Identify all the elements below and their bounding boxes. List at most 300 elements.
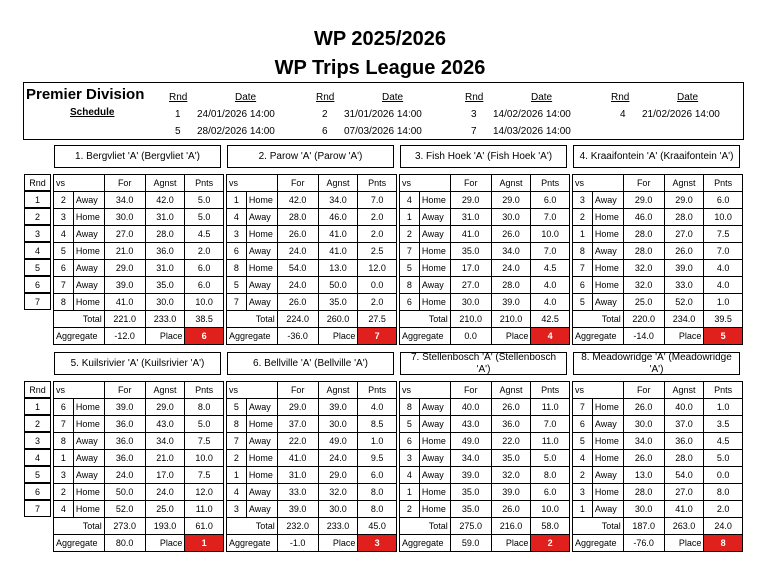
opponent-number: 8 (400, 399, 420, 416)
team-results-table (399, 381, 570, 552)
table-row (400, 277, 570, 294)
opponent-number: 1 (54, 450, 74, 467)
schedule-round-number: 3 (471, 109, 477, 120)
aggregate-label: Aggregate (227, 328, 278, 345)
venue: Home (246, 450, 277, 467)
opponent-number: 1 (227, 192, 247, 209)
score-against: 24.0 (318, 450, 358, 467)
table-row (573, 501, 743, 518)
opponent-number: 3 (573, 192, 593, 209)
opponent-number: 2 (400, 501, 420, 518)
vs-header: vs (400, 175, 451, 192)
table-row (227, 294, 397, 311)
score-against: 32.0 (491, 467, 531, 484)
aggregate-value: 0.0 (450, 328, 491, 345)
place-label: Place (145, 535, 185, 552)
points: 2.0 (704, 501, 743, 518)
schedule-rnd-header: Rnd (465, 92, 484, 103)
opponent-number: 7 (227, 433, 247, 450)
points: 7.0 (531, 209, 570, 226)
score-for: 26.0 (277, 294, 318, 311)
place-value: 5 (704, 328, 743, 345)
agnst-header: Agnst (145, 175, 185, 192)
venue: Home (419, 260, 450, 277)
table-row (573, 450, 743, 467)
points: 11.0 (185, 501, 224, 518)
round-label: 5 (24, 466, 51, 483)
aggregate-value: 80.0 (104, 535, 145, 552)
opponent-number: 2 (54, 192, 74, 209)
points: 10.0 (531, 501, 570, 518)
total-points: 42.5 (531, 311, 570, 328)
venue: Away (246, 501, 277, 518)
score-against: 29.0 (318, 467, 358, 484)
table-header-row (54, 382, 224, 399)
total-for: 275.0 (450, 518, 491, 535)
points: 8.0 (185, 399, 224, 416)
score-for: 28.0 (623, 484, 664, 501)
venue: Home (592, 209, 623, 226)
score-for: 24.0 (277, 277, 318, 294)
round-label: 5 (24, 259, 51, 276)
score-against: 28.0 (491, 277, 531, 294)
for-header: For (277, 175, 318, 192)
score-for: 30.0 (104, 209, 145, 226)
venue: Away (419, 416, 450, 433)
aggregate-label: Aggregate (573, 535, 624, 552)
schedule-date-header: Date (531, 92, 553, 103)
score-against: 52.0 (664, 294, 704, 311)
venue: Home (73, 399, 104, 416)
score-for: 36.0 (104, 416, 145, 433)
score-against: 30.0 (318, 501, 358, 518)
table-row (54, 226, 224, 243)
points: 0.0 (704, 467, 743, 484)
score-for: 39.0 (104, 399, 145, 416)
opponent-number: 8 (227, 416, 247, 433)
venue: Home (246, 226, 277, 243)
schedule-round-date: 14/02/2026 14:00 (493, 109, 571, 120)
points: 4.0 (531, 294, 570, 311)
score-for: 35.0 (450, 484, 491, 501)
round-label: 4 (24, 242, 51, 259)
total-for: 232.0 (277, 518, 318, 535)
venue: Home (419, 192, 450, 209)
team-name-header: 1. Bergvliet 'A' (Bergvliet 'A') (54, 145, 221, 168)
total-label: Total (400, 518, 451, 535)
venue: Away (246, 433, 277, 450)
score-against: 36.0 (664, 433, 704, 450)
table-row (227, 416, 397, 433)
table-row (227, 501, 397, 518)
total-row (400, 311, 570, 328)
opponent-number: 6 (227, 243, 247, 260)
score-for: 30.0 (450, 294, 491, 311)
opponent-number: 2 (573, 209, 593, 226)
place-value: 4 (531, 328, 570, 345)
pnts-header: Pnts (185, 175, 224, 192)
place-value: 1 (185, 535, 224, 552)
score-against: 29.0 (145, 399, 185, 416)
opponent-number: 2 (400, 226, 420, 243)
score-against: 39.0 (491, 294, 531, 311)
score-against: 35.0 (491, 450, 531, 467)
venue: Home (592, 433, 623, 450)
points: 8.0 (704, 484, 743, 501)
opponent-number: 4 (54, 501, 74, 518)
score-for: 25.0 (623, 294, 664, 311)
opponent-number: 4 (54, 226, 74, 243)
place-value: 2 (531, 535, 570, 552)
aggregate-value: -1.0 (277, 535, 318, 552)
venue: Home (592, 260, 623, 277)
for-header: For (104, 382, 145, 399)
table-row (400, 226, 570, 243)
score-for: 24.0 (104, 467, 145, 484)
schedule-round-number: 4 (620, 109, 626, 120)
opponent-number: 8 (227, 260, 247, 277)
venue: Away (246, 277, 277, 294)
venue: Away (592, 467, 623, 484)
score-against: 42.0 (145, 192, 185, 209)
venue: Away (419, 450, 450, 467)
agnst-header: Agnst (664, 175, 704, 192)
total-row (227, 311, 397, 328)
points: 2.5 (358, 243, 397, 260)
table-row (54, 467, 224, 484)
opponent-number: 7 (54, 277, 74, 294)
agnst-header: Agnst (491, 382, 531, 399)
table-row (573, 416, 743, 433)
table-row (227, 226, 397, 243)
score-against: 34.0 (318, 192, 358, 209)
total-against: 216.0 (491, 518, 531, 535)
points: 5.0 (531, 450, 570, 467)
points: 7.5 (704, 226, 743, 243)
opponent-number: 3 (227, 226, 247, 243)
score-against: 41.0 (318, 243, 358, 260)
points: 0.0 (358, 277, 397, 294)
score-against: 37.0 (664, 416, 704, 433)
team-results-table (399, 174, 570, 345)
vs-header: vs (573, 175, 624, 192)
aggregate-row (573, 328, 743, 345)
schedule-round-date: 28/02/2026 14:00 (197, 126, 275, 137)
score-against: 24.0 (145, 484, 185, 501)
points: 4.5 (531, 260, 570, 277)
team-results-table (226, 174, 397, 345)
venue: Away (592, 243, 623, 260)
table-row (400, 450, 570, 467)
vs-header: vs (227, 382, 278, 399)
table-row (227, 243, 397, 260)
points: 1.0 (704, 399, 743, 416)
total-points: 39.5 (704, 311, 743, 328)
opponent-number: 4 (227, 484, 247, 501)
score-against: 33.0 (664, 277, 704, 294)
division-name: Premier Division (26, 86, 145, 103)
score-against: 27.0 (664, 484, 704, 501)
table-row (54, 209, 224, 226)
aggregate-label: Aggregate (54, 328, 105, 345)
schedule-round-number: 7 (471, 126, 477, 137)
schedule-round-number: 2 (322, 109, 328, 120)
points: 6.0 (531, 192, 570, 209)
opponent-number: 3 (54, 209, 74, 226)
round-label: 1 (24, 191, 51, 208)
aggregate-row (54, 535, 224, 552)
opponent-number: 6 (54, 399, 74, 416)
for-header: For (623, 382, 664, 399)
total-points: 45.0 (358, 518, 397, 535)
table-row (227, 192, 397, 209)
total-for: 224.0 (277, 311, 318, 328)
venue: Home (246, 192, 277, 209)
table-row (54, 416, 224, 433)
score-for: 29.0 (277, 399, 318, 416)
points: 1.0 (358, 433, 397, 450)
total-points: 27.5 (358, 311, 397, 328)
schedule-date-header: Date (677, 92, 699, 103)
venue: Away (73, 277, 104, 294)
opponent-number: 6 (400, 433, 420, 450)
score-for: 35.0 (450, 243, 491, 260)
points: 10.0 (531, 226, 570, 243)
opponent-number: 5 (573, 294, 593, 311)
place-label: Place (318, 328, 358, 345)
score-against: 31.0 (145, 260, 185, 277)
table-row (400, 433, 570, 450)
venue: Home (592, 450, 623, 467)
total-for: 273.0 (104, 518, 145, 535)
score-against: 26.0 (664, 243, 704, 260)
opponent-number: 6 (573, 416, 593, 433)
vs-header: vs (54, 382, 105, 399)
table-row (573, 226, 743, 243)
points: 3.5 (704, 416, 743, 433)
place-label: Place (318, 535, 358, 552)
score-for: 36.0 (104, 433, 145, 450)
score-against: 39.0 (491, 484, 531, 501)
score-for: 42.0 (277, 192, 318, 209)
opponent-number: 6 (54, 260, 74, 277)
venue: Home (592, 226, 623, 243)
score-against: 36.0 (145, 243, 185, 260)
opponent-number: 5 (227, 277, 247, 294)
points: 7.0 (531, 416, 570, 433)
schedule-date-header: Date (382, 92, 404, 103)
points: 5.0 (185, 209, 224, 226)
points: 9.5 (358, 450, 397, 467)
vs-header: vs (573, 382, 624, 399)
venue: Away (246, 209, 277, 226)
table-row (227, 433, 397, 450)
table-header-row (400, 175, 570, 192)
score-for: 28.0 (623, 243, 664, 260)
score-for: 31.0 (450, 209, 491, 226)
score-for: 26.0 (623, 450, 664, 467)
score-against: 49.0 (318, 433, 358, 450)
points: 8.5 (358, 416, 397, 433)
opponent-number: 5 (400, 260, 420, 277)
team-results-table (53, 174, 224, 345)
opponent-number: 5 (573, 433, 593, 450)
opponent-number: 3 (400, 450, 420, 467)
team-results-table (53, 381, 224, 552)
table-row (573, 433, 743, 450)
points: 4.0 (358, 399, 397, 416)
pnts-header: Pnts (704, 382, 743, 399)
score-against: 41.0 (318, 226, 358, 243)
score-for: 22.0 (277, 433, 318, 450)
score-for: 13.0 (623, 467, 664, 484)
venue: Away (419, 467, 450, 484)
opponent-number: 8 (54, 433, 74, 450)
team-results-table (572, 174, 743, 345)
score-for: 43.0 (450, 416, 491, 433)
total-points: 38.5 (185, 311, 224, 328)
table-row (573, 484, 743, 501)
table-row (573, 467, 743, 484)
points: 7.0 (531, 243, 570, 260)
score-for: 21.0 (104, 243, 145, 260)
round-label: 1 (24, 398, 51, 415)
score-against: 41.0 (664, 501, 704, 518)
points: 6.0 (531, 484, 570, 501)
score-for: 35.0 (450, 501, 491, 518)
total-row (573, 518, 743, 535)
score-for: 17.0 (450, 260, 491, 277)
venue: Away (419, 209, 450, 226)
schedule-round-date: 21/02/2026 14:00 (642, 109, 720, 120)
points: 11.0 (531, 433, 570, 450)
venue: Away (592, 192, 623, 209)
score-for: 26.0 (623, 399, 664, 416)
opponent-number: 1 (400, 209, 420, 226)
total-label: Total (227, 518, 278, 535)
table-row (54, 243, 224, 260)
aggregate-value: -76.0 (623, 535, 664, 552)
rnd-header: Rnd (24, 381, 51, 398)
score-for: 32.0 (623, 277, 664, 294)
place-label: Place (664, 535, 704, 552)
opponent-number: 2 (573, 467, 593, 484)
table-row (54, 399, 224, 416)
round-label: 7 (24, 293, 51, 310)
place-label: Place (491, 328, 531, 345)
score-for: 52.0 (104, 501, 145, 518)
points: 6.0 (704, 192, 743, 209)
table-row (400, 416, 570, 433)
points: 2.0 (358, 294, 397, 311)
score-for: 30.0 (623, 501, 664, 518)
table-row (54, 501, 224, 518)
venue: Home (592, 277, 623, 294)
score-against: 26.0 (491, 399, 531, 416)
agnst-header: Agnst (318, 175, 358, 192)
total-against: 234.0 (664, 311, 704, 328)
report-title: WP 2025/2026 (314, 28, 446, 50)
total-label: Total (54, 518, 105, 535)
table-row (227, 260, 397, 277)
round-label: 3 (24, 225, 51, 242)
venue: Home (246, 416, 277, 433)
aggregate-label: Aggregate (400, 535, 451, 552)
team-results-table (572, 381, 743, 552)
opponent-number: 7 (573, 399, 593, 416)
venue: Home (73, 294, 104, 311)
table-row (400, 399, 570, 416)
place-value: 3 (358, 535, 397, 552)
score-for: 29.0 (104, 260, 145, 277)
table-row (400, 484, 570, 501)
round-label: 6 (24, 483, 51, 500)
venue: Away (73, 226, 104, 243)
opponent-number: 4 (573, 450, 593, 467)
venue: Away (419, 277, 450, 294)
score-for: 31.0 (277, 467, 318, 484)
score-for: 28.0 (277, 209, 318, 226)
points: 7.0 (358, 192, 397, 209)
aggregate-row (573, 535, 743, 552)
schedule-round-date: 24/01/2026 14:00 (197, 109, 275, 120)
score-for: 49.0 (450, 433, 491, 450)
points: 4.5 (704, 433, 743, 450)
points: 8.0 (531, 467, 570, 484)
opponent-number: 1 (400, 484, 420, 501)
points: 6.0 (185, 260, 224, 277)
score-for: 29.0 (623, 192, 664, 209)
score-for: 41.0 (104, 294, 145, 311)
schedule-round-number: 6 (322, 126, 328, 137)
points: 12.0 (358, 260, 397, 277)
venue: Away (73, 467, 104, 484)
opponent-number: 7 (400, 243, 420, 260)
schedule-round-date: 07/03/2026 14:00 (344, 126, 422, 137)
aggregate-row (227, 328, 397, 345)
aggregate-label: Aggregate (400, 328, 451, 345)
points: 8.0 (358, 501, 397, 518)
team-name-header: 5. Kuilsrivier 'A' (Kuilsrivier 'A') (54, 352, 221, 375)
opponent-number: 2 (54, 484, 74, 501)
points: 6.0 (358, 467, 397, 484)
points: 7.5 (185, 433, 224, 450)
score-against: 34.0 (491, 243, 531, 260)
place-label: Place (145, 328, 185, 345)
pnts-header: Pnts (358, 382, 397, 399)
vs-header: vs (400, 382, 451, 399)
opponent-number: 1 (573, 501, 593, 518)
score-for: 50.0 (104, 484, 145, 501)
score-against: 27.0 (664, 226, 704, 243)
score-for: 46.0 (623, 209, 664, 226)
table-row (400, 294, 570, 311)
score-against: 30.0 (318, 416, 358, 433)
venue: Home (419, 243, 450, 260)
total-label: Total (227, 311, 278, 328)
score-against: 40.0 (664, 399, 704, 416)
team-name-header: 3. Fish Hoek 'A' (Fish Hoek 'A') (400, 145, 567, 168)
aggregate-label: Aggregate (227, 535, 278, 552)
points: 7.5 (185, 467, 224, 484)
score-for: 30.0 (623, 416, 664, 433)
rnd-header: Rnd (24, 174, 51, 191)
venue: Home (419, 433, 450, 450)
venue: Home (73, 243, 104, 260)
aggregate-label: Aggregate (573, 328, 624, 345)
total-against: 193.0 (145, 518, 185, 535)
team-name-header: 8. Meadowridge 'A' (Meadowridge 'A') (573, 352, 740, 375)
